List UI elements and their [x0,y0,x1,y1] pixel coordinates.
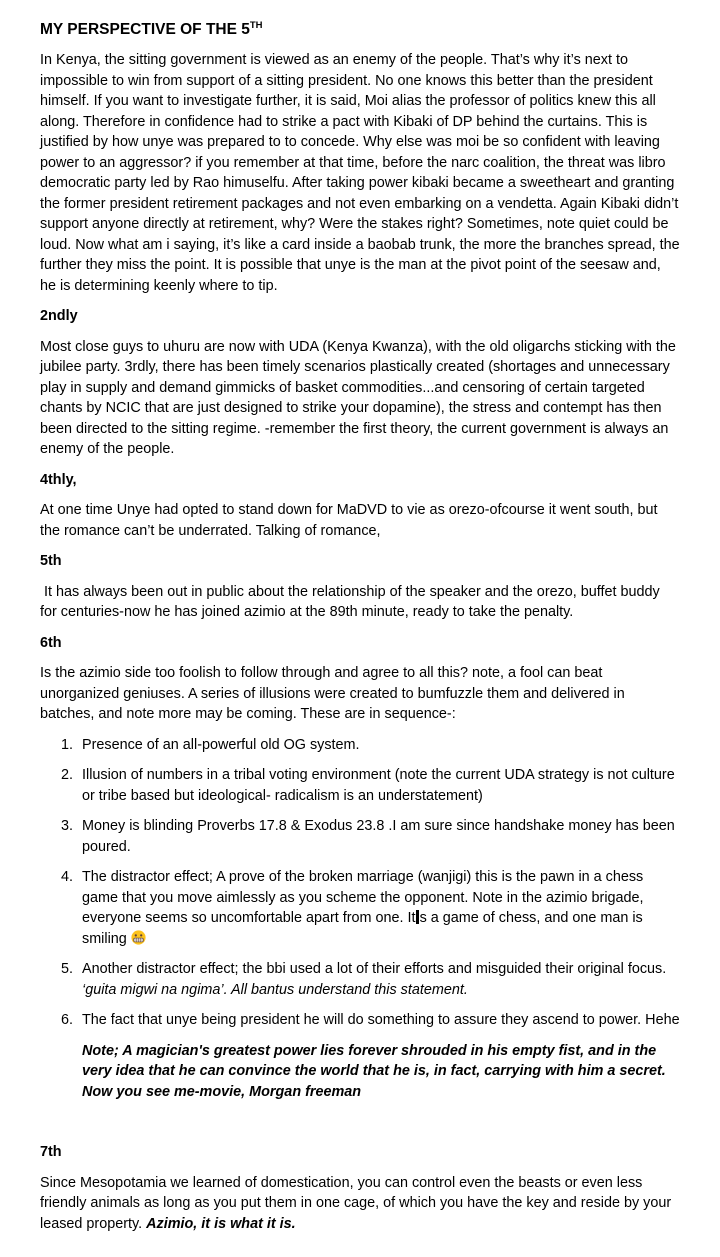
grimacing-smile-emoji-icon [131,929,146,950]
sequence-list [40,735,680,1031]
paragraph-7th-regular-text[interactable]: Since Mesopotamia we learned of domestication, you can control even the beasts or even less friendly animals as long as you put them in one cage, of which you have the key and reside by your leased property. [40,1174,676,1232]
heading-4thly[interactable]: 4thly, [40,471,77,488]
emoji-character [146,929,147,930]
list-item-3[interactable]: Money is blinding Proverbs 17.8 & Exodus 23.8 .I am sure since handshake money has been poured. [82,818,675,855]
heading-6th[interactable]: 6th [40,634,62,651]
list-item-4-text-after-cursor[interactable]: s a game of chess, and one man is smiling [82,910,643,947]
document-title-superscript[interactable]: TH [249,20,263,31]
paragraph-4thly[interactable]: At one time Unye had opted to stand down for MaDVD to vie as orezo-ofcourse it went south, but the romance can’t be underrated. Talking of romance, [40,502,662,539]
list-item-4-text-before-cursor[interactable]: The distractor effect; A prove of the broken marriage (wanjigi) this is the pawn in a chess game that you move aimlessly as you scheme the opponent. Note in the azimio brigade, everyone seems so uncomfortable apart from one. It [82,869,644,927]
paragraph-7th[interactable] [40,1173,680,1235]
paragraph-5th[interactable]: It has always been out in public about the relationship of the speaker and the orezo, buffet buddy for centuries-now he has joined azimio at the 89th minute, ready to take the penalty. [40,583,664,621]
list-item-5-regular-text[interactable]: Another distractor effect; the bbi used a lot of their efforts and misguided their original focus. [82,961,667,978]
paragraph-intro[interactable]: In Kenya, the sitting government is viewed as an enemy of the people. That’s why it’s next to impossible to win from support of a sitting president. No one knows this better than the president himself. If you want to investigate further, it is said, Moi alias the professor of politics knew this all along. Therefore in confidence had to strike a pact with Kibaki of DP behind the curtains. This is justified by how unye was prepared to to concede. Why else was moi be so confident with leaving power to an aggressor? if you remember at that time, before the narc coalition, the threat was libro democratic party led by Rao himuselfu. After taking power kibaki became a sweetheart and granting the former president retirement packages and not even embarking on a vendetta. Again Kibaki didn’t support anyone directly at retirement, why? Were the stakes right? Sometimes, note quiet could be loud. Now what am i saying, it’s like a card inside a baobab trunk, the more the branches spread, the further they miss the point. It is possible that unye is the man at the pivot point of the seesaw and, he is determining keenly where to tip. [40,52,684,294]
list-item-1[interactable]: Presence of an all-powerful old OG system. [82,736,360,753]
list-item-6[interactable]: The fact that unye being president he will do something to assure they ascend to power. Hehe [82,1012,680,1029]
document-title[interactable] [40,15,680,40]
document-title-text[interactable]: MY PERSPECTIVE OF THE 5 [40,21,250,39]
paragraph-2ndly[interactable]: Most close guys to uhuru are now with UDA (Kenya Kwanza), with the old oligarchs sticking with the jubilee party. 3rdly, there has been timely scenarios plastically created (shortages and unnecessary play in supply and demand gimmicks of basket commodities...and censoring of certain targeted chants by NCIC that are just designed to strike your dopamine), the stress and contempt has then been directed to the sitting regime. -remember the first theory, the current government is always an enemy of the people. [40,338,680,458]
paragraph-7th-emphasis-text[interactable]: Azimio, it is what it is. [146,1215,296,1232]
list-item-4[interactable] [82,867,680,949]
heading-5th[interactable]: 5th [40,553,62,570]
heading-7th[interactable]: 7th [40,1144,62,1161]
list-item-2[interactable]: Illusion of numbers in a tribal voting environment (note the current UDA strategy is not culture or tribe based but ideological- radicalism is an understatement) [82,767,675,804]
note-quote[interactable]: Note; A magician's greatest power lies forever shrouded in his empty fist, and in the very idea that he can convince the world that he is, in fact, carrying with him a secret. Now you see me-movie, Morgan freeman [82,1042,670,1100]
list-item-5-italic-text[interactable]: ‘guita migwi na ngima’. All bantus understand this statement. [82,981,468,998]
paragraph-6th-intro[interactable]: Is the azimio side too foolish to follow through and agree to all this? note, a fool can beat unorganized geniuses. A series of illusions were created to bumfuzzle them and delivered in batches, and note more may be coming. These are in sequence-: [40,665,629,723]
heading-2ndly[interactable]: 2ndly [40,308,78,325]
list-item-5[interactable] [82,959,680,1000]
